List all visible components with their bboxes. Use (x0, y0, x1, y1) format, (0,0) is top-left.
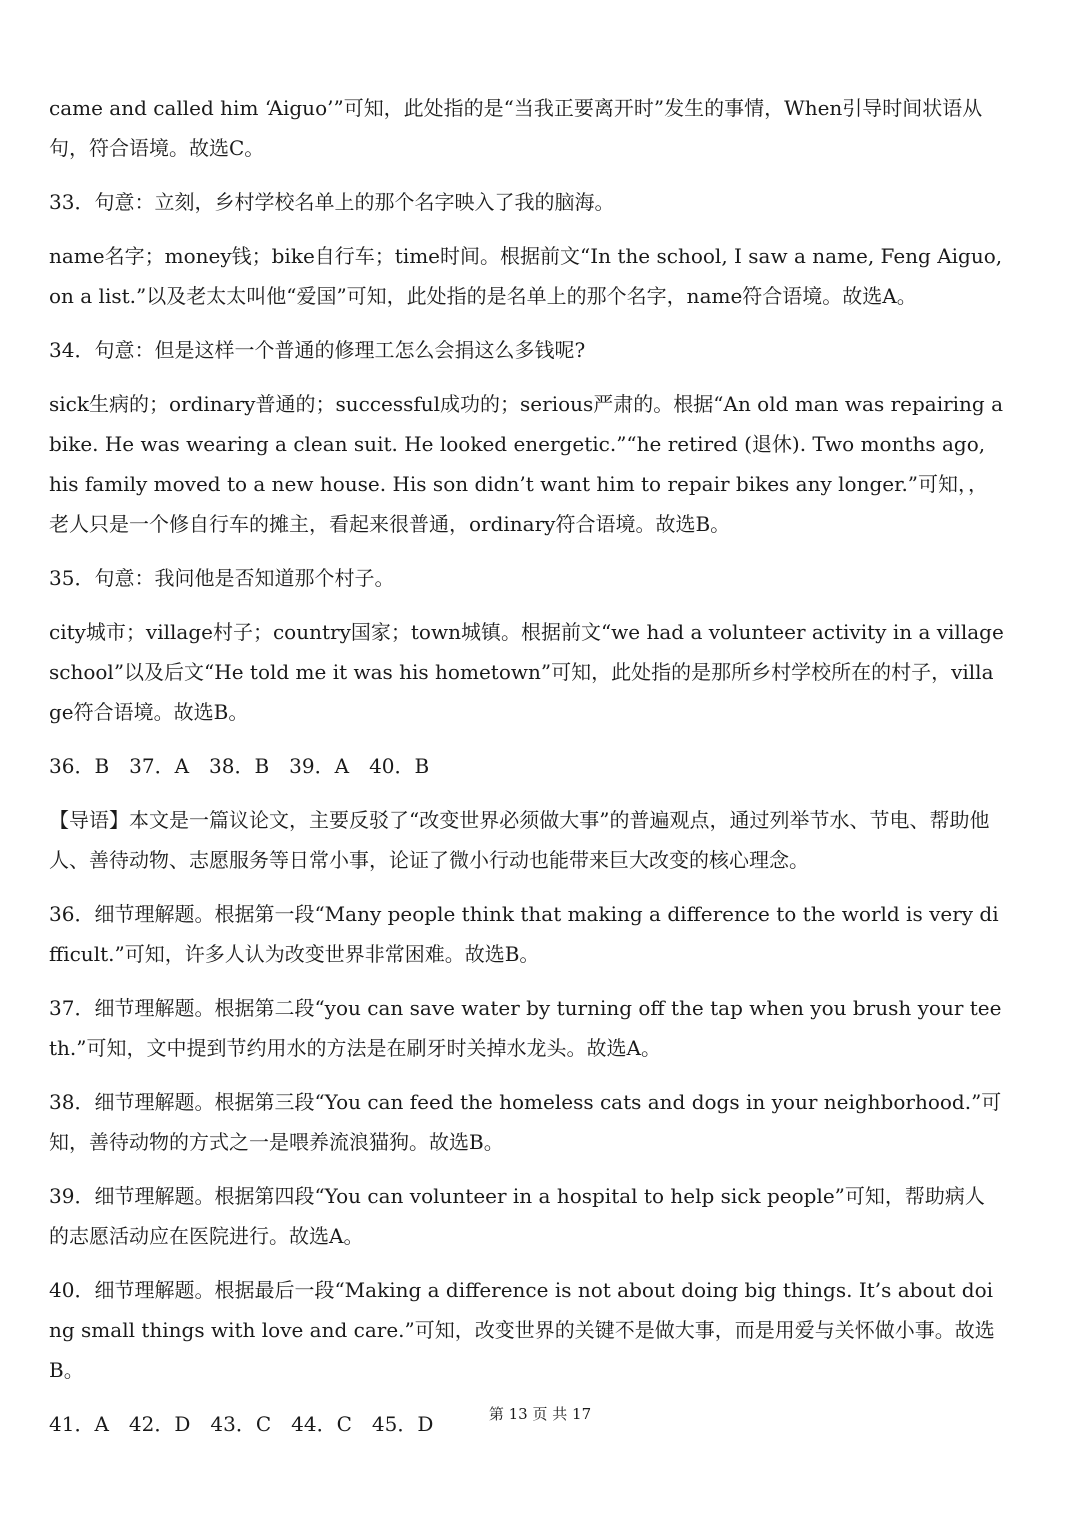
paragraph-q33-meaning: 33．句意：立刻，乡村学校名单上的那个名字映入了我的脑海。 (49, 190, 615, 214)
paragraph-q39-explanation: 39．细节理解题。根据第四段“You can volunteer in a hospital to help sick people”可知，帮助病人的志愿活动应在医院进行。故选A。 (49, 1184, 985, 1248)
paragraph-passage-intro: 【导语】本文是一篇议论文，主要反驳了“改变世界必须做大事”的普遍观点，通过列举节水、节电、帮助他人、善待动物、志愿服务等日常小事，论证了微小行动也能带来巨大改变的核心理念。 (49, 808, 990, 872)
paragraph-q32-explanation-end: came and called him ‘Aiguo’”可知，此处指的是“当我正要离开时”发生的事情，When引导时间状语从句，符合语境。故选C。 (49, 96, 983, 160)
paragraph-q38-explanation: 38．细节理解题。根据第三段“You can feed the homeless cats and dogs in your neighborhood.”可知，善待动物的方式之一是喂养流浪猫狗。故选B。 (49, 1090, 1002, 1154)
paragraph-q35-meaning: 35．句意：我问他是否知道那个村子。 (49, 566, 395, 590)
paragraph-q40-explanation: 40．细节理解题。根据最后一段“Making a difference is not about doing big things. It’s about doing small things with love and care.”可知，改变世界的关键不是做大事，而是用爱与关怀做小事。故选B。 (49, 1278, 995, 1382)
answer-key-41-45: 41．A 42．D 43．C 44．C 45．D (49, 1412, 434, 1436)
paragraph-q33-explanation: name名字；money钱；bike自行车；time时间。根据前文“In the school, I saw a name, Feng Aiguo, on a list.”以及老太太叫他“爱国”可知，此处指的是名单上的那个名字，name符合语境。故选A。 (49, 244, 1003, 308)
page-number-footer: 第 13 页 共 17 (488, 1405, 592, 1423)
paragraph-q37-explanation: 37．细节理解题。根据第二段“you can save water by turning off the tap when you brush your teeth.”可知，文中提到节约用水的方法是在刷牙时关掉水龙头。故选A。 (49, 996, 1002, 1060)
paragraph-q34-explanation: sick生病的；ordinary普通的；successful成功的；serious严肃的。根据“An old man was repairing a bike. He was wearing a clean suit. He looked energetic.”“he retired (退休). Two months ago, his family moved to a new house. His son didn’t want him to repair bikes any longer.”可知，，老人只是一个修自行车的摊主，看起来很普通，ordinary符合语境。故选B。 (49, 392, 1004, 536)
paragraph-q34-meaning: 34．句意：但是这样一个普通的修理工怎么会捐这么多钱呢? (49, 338, 586, 362)
paragraph-q35-explanation: city城市；village村子；country国家；town城镇。根据前文“we had a volunteer activity in a village school”以及后文“He told me it was his hometown”可知，此处指的是那所乡村学校所在的村子，village符合语境。故选B。 (49, 620, 1004, 724)
answer-key-36-40: 36．B 37．A 38．B 39．A 40．B (49, 754, 430, 778)
paragraph-q36-explanation: 36．细节理解题。根据第一段“Many people think that making a difference to the world is very difficult.”可知，许多人认为改变世界非常困难。故选B。 (49, 902, 999, 966)
document-body (49, 88, 1004, 1458)
